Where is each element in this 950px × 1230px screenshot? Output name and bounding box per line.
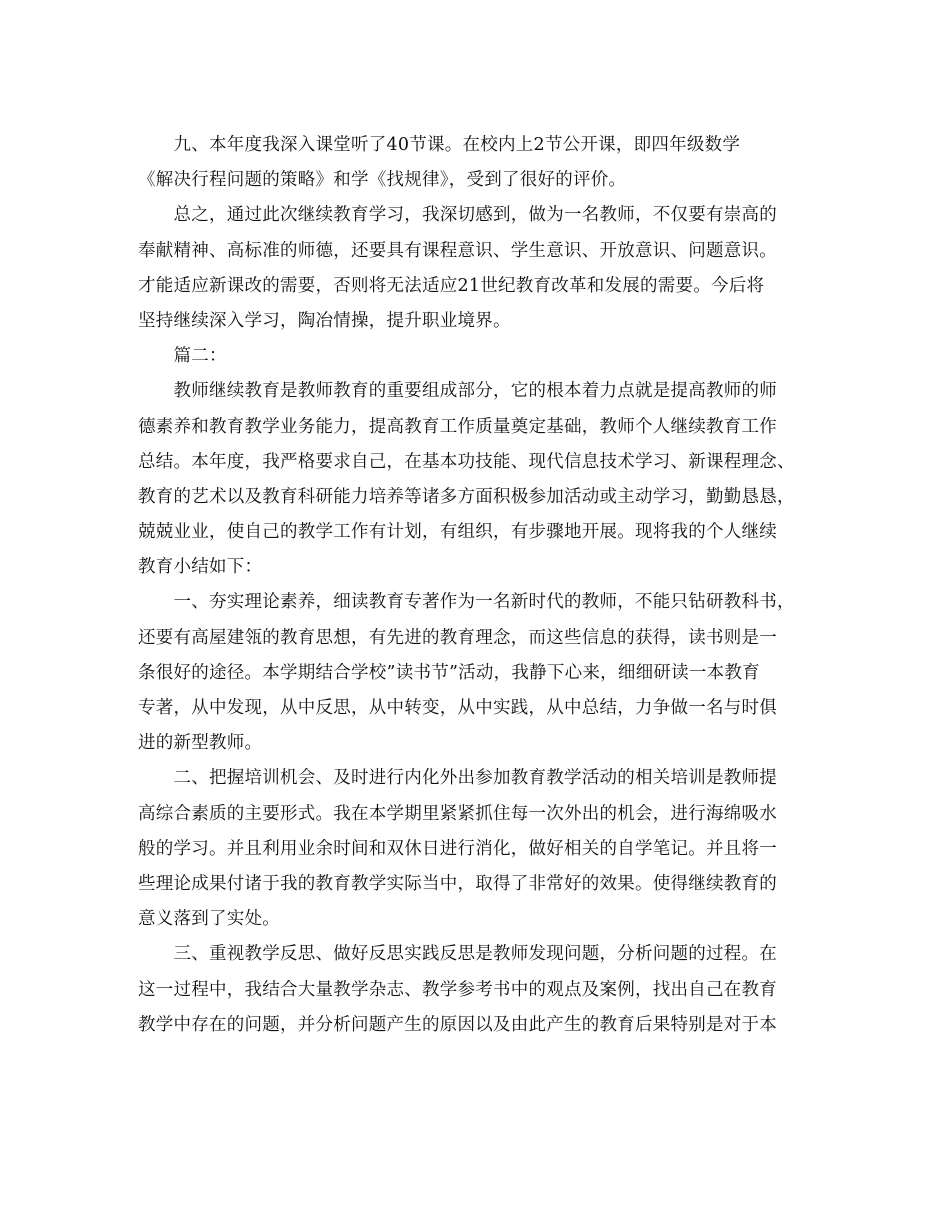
text-line: 些理论成果付诸于我的教育教学实际当中，取得了非常好的效果。使得继续教育的: [138, 873, 777, 894]
text-line: 般的学习。并且利用业余时间和双休日进行消化，做好相关的自学笔记。并且将一: [138, 838, 777, 859]
text-line: 教育的艺术以及教育科研能力培养等诸多方面积极参加活动或主动学习，勤勤恳恳，: [138, 486, 795, 507]
text-line: 总结。本年度，我严格要求自己，在基本功技能、现代信息技术学习、新课程理念、: [138, 451, 795, 472]
text-line: 总之，通过此次继续教育学习，我深切感到，做为一名教师，不仅要有崇高的: [138, 205, 777, 226]
text-line: 一、夯实理论素养，细读教育专著作为一名新时代的教师，不能只钻研教科书，: [138, 592, 795, 613]
text-line: 教学中存在的问题，并分析问题产生的原因以及由此产生的教育后果特别是对于本: [138, 1014, 777, 1035]
text-line: 九、本年度我深入课堂听了40节课。在校内上2节公开课，即四年级数学: [138, 135, 741, 155]
section-heading: 篇二：: [138, 346, 227, 367]
text-line: 奉献精神、高标准的师德，还要具有课程意识、学生意识、开放意识、问题意识。: [138, 240, 777, 261]
text-line: 高综合素质的主要形式。我在本学期里紧紧抓住每一次外出的机会，进行海绵吸水: [138, 803, 777, 824]
text-line: 二、把握培训机会、及时进行内化外出参加教育教学活动的相关培训是教师提: [138, 768, 777, 789]
text-line: 还要有高屋建瓴的教育思想，有先进的教育理念，而这些信息的获得，读书则是一: [138, 627, 777, 648]
text-line: 才能适应新课改的需要，否则将无法适应21世纪教育改革和发展的需要。今后将: [138, 275, 765, 296]
text-line: 进的新型教师。: [138, 733, 263, 754]
document-body: [138, 128, 818, 1043]
text-line: 条很好的途径。本学期结合学校”读书节”活动，我静下心来，细细研读一本教育: [138, 662, 760, 683]
text-line: 教师继续教育是教师教育的重要组成部分，它的根本着力点就是提高教师的师: [138, 381, 777, 402]
text-line: 教育小结如下：: [138, 557, 263, 578]
text-line: 专著，从中发现，从中反思，从中转变，从中实践，从中总结，力争做一名与时俱: [138, 698, 777, 718]
text-line: 坚持继续深入学习，陶冶情操，提升职业境界。: [138, 310, 511, 331]
text-line: 这一过程中，我结合大量教学杂志、教学参考书中的观点及案例，找出自己在教育: [138, 979, 777, 1000]
text-line: 兢兢业业，使自己的教学工作有计划，有组织，有步骤地开展。现将我的个人继续: [138, 522, 777, 543]
text-line: 《解决行程问题的策略》和学《找规律》，受到了很好的评价。: [138, 170, 627, 191]
text-line: 意义落到了实处。: [138, 909, 280, 930]
text-line: 德素养和教育教学业务能力，提高教育工作质量奠定基础，教师个人继续教育工作: [138, 416, 777, 437]
text-line: 三、重视教学反思、做好反思实践反思是教师发现问题，分析问题的过程。在: [138, 944, 777, 965]
